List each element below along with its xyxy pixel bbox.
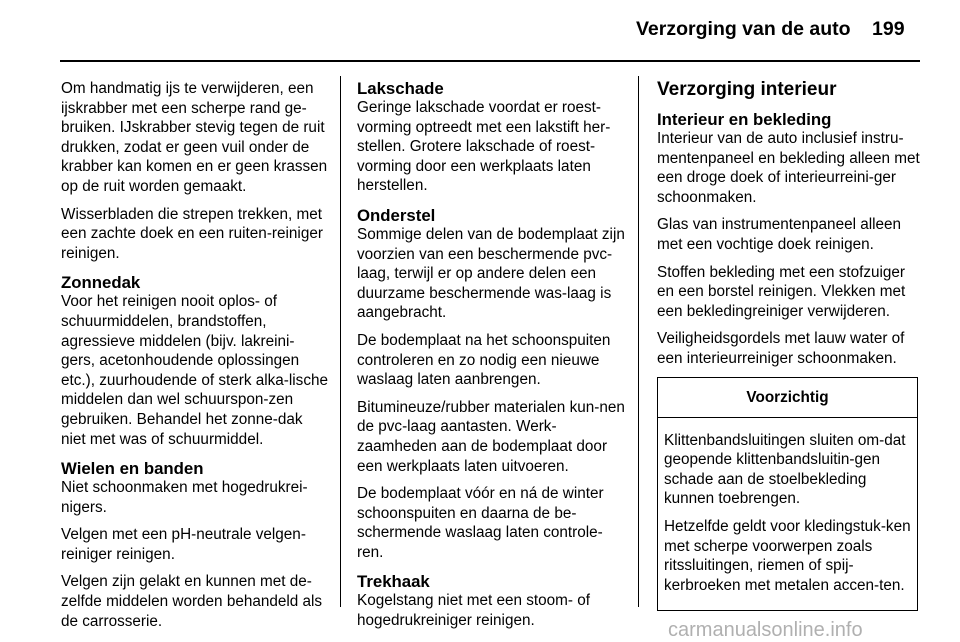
caution-title: Voorzichtig: [658, 378, 917, 418]
paragraph: Velgen met een pH-neutrale velgen-reiniger reinigen.: [61, 526, 306, 563]
paragraph: Klittenbandsluitingen sluiten om-dat geopende klittenbandsluitin-gen schade aan de stoelbekleding kunnen toebrengen.: [664, 431, 906, 508]
column-divider: [638, 76, 639, 607]
paragraph: Veiligheidsgordels met lauw water of een interieurreiniger schoonmaken.: [657, 330, 905, 367]
paragraph: Hetzelfde geldt voor kledingstuk-ken met scherpe voorwerpen zoals ritssluitingen, riemen of spij-kerbroeken met metalen accen-ten.: [664, 517, 911, 594]
paragraph: Geringe lakschade voordat er roest-vorming optreedt met een lakstift her-stellen. Grotere lakschade of roest-vorming door een werkplaats laten herstellen.: [357, 99, 611, 195]
paragraph: Wisserbladen die strepen trekken, met een zachte doek en een ruiten-reiniger reinigen.: [61, 205, 323, 262]
paragraph: De bodemplaat na het schoonspuiten controleren en zo nodig een nieuwe waslaag laten aanbrengen.: [357, 331, 611, 389]
column-2: [357, 79, 625, 639]
chapter-heading: Verzorging interieur: [657, 79, 837, 100]
page-title: Verzorging van de auto: [636, 18, 851, 40]
paragraph: Voor het reinigen nooit oplos- of schuurmiddelen, brandstoffen, agressieve middelen (bijv. lakreini-gers, acetonhoudende oplossingen etc.), zuurhoudende of sterk alka-lische middelen dan wel schuurspon-zen gebruiken. Behandel het zonne-dak niet met was of schuurmiddel.: [61, 293, 328, 448]
section-interieur-en-bekleding: [657, 110, 923, 369]
paragraph: Stoffen bekleding met een stofzuiger en een borstel reinigen. Vlekken met een bekledingreiniger verwijderen.: [657, 263, 906, 320]
page-number: 199: [872, 18, 905, 40]
intro-section: [61, 79, 328, 263]
section-heading: Onderstel: [357, 205, 436, 225]
section-zonnedak: [61, 273, 328, 449]
column-3: [657, 79, 923, 611]
section-trekhaak: [357, 572, 625, 630]
paragraph: Glas van instrumentenpaneel alleen met een vochtige doek reinigen.: [657, 216, 902, 253]
section-onderstel: [357, 206, 625, 563]
section-heading: Interieur en bekleding: [657, 110, 832, 129]
watermark: carmanualsonline.info: [668, 619, 863, 641]
paragraph: De bodemplaat vóór en ná de winter schoonspuiten en daarna de be-schermende waslaag laten controle-ren.: [357, 485, 604, 561]
paragraph: Bitumineuze/rubber materialen kun-nen de pvc-laag aantasten. Werk-zaamheden aan de bodemplaat door een werkplaats laten uitvoeren.: [357, 398, 625, 475]
column-1: [61, 79, 328, 639]
section-heading: Lakschade: [357, 79, 444, 98]
caution-body: [658, 418, 917, 611]
section-wielen-en-banden: [61, 459, 328, 631]
column-divider: [340, 76, 341, 607]
paragraph: Niet schoonmaken met hogedrukrei-nigers.: [61, 479, 308, 516]
paragraph: Interieur van de auto inclusief instru-mentenpaneel en bekleding alleen met een droge doek of interieurreini-ger schoonmaken.: [657, 130, 920, 206]
section-heading: Trekhaak: [357, 572, 430, 592]
caution-box: [657, 377, 918, 612]
paragraph: Kogelstang niet met een stoom- of hogedrukreiniger reinigen.: [357, 592, 590, 630]
paragraph: Sommige delen van de bodemplaat zijn voorzien van een beschermende pvc-laag, terwijl er op andere delen een duurzame beschermende was-laag is aangebracht.: [357, 225, 625, 322]
paragraph: Velgen zijn gelakt en kunnen met de-zelfde middelen worden behandeld als de carrosserie.: [61, 573, 323, 630]
paragraph: Om handmatig ijs te verwijderen, een ijskrabber met een scherpe rand ge-bruiken. IJskrabber stevig tegen de ruit drukken, zodat er geen vuil onder de krabber kan komen en er geen krassen op de ruit worden gemaakt.: [61, 80, 328, 195]
page-header: [0, 0, 960, 60]
section-heading: Zonnedak: [61, 273, 141, 293]
section-lakschade: [357, 79, 625, 196]
header-divider: [60, 60, 920, 62]
section-heading: Wielen en banden: [61, 459, 204, 479]
